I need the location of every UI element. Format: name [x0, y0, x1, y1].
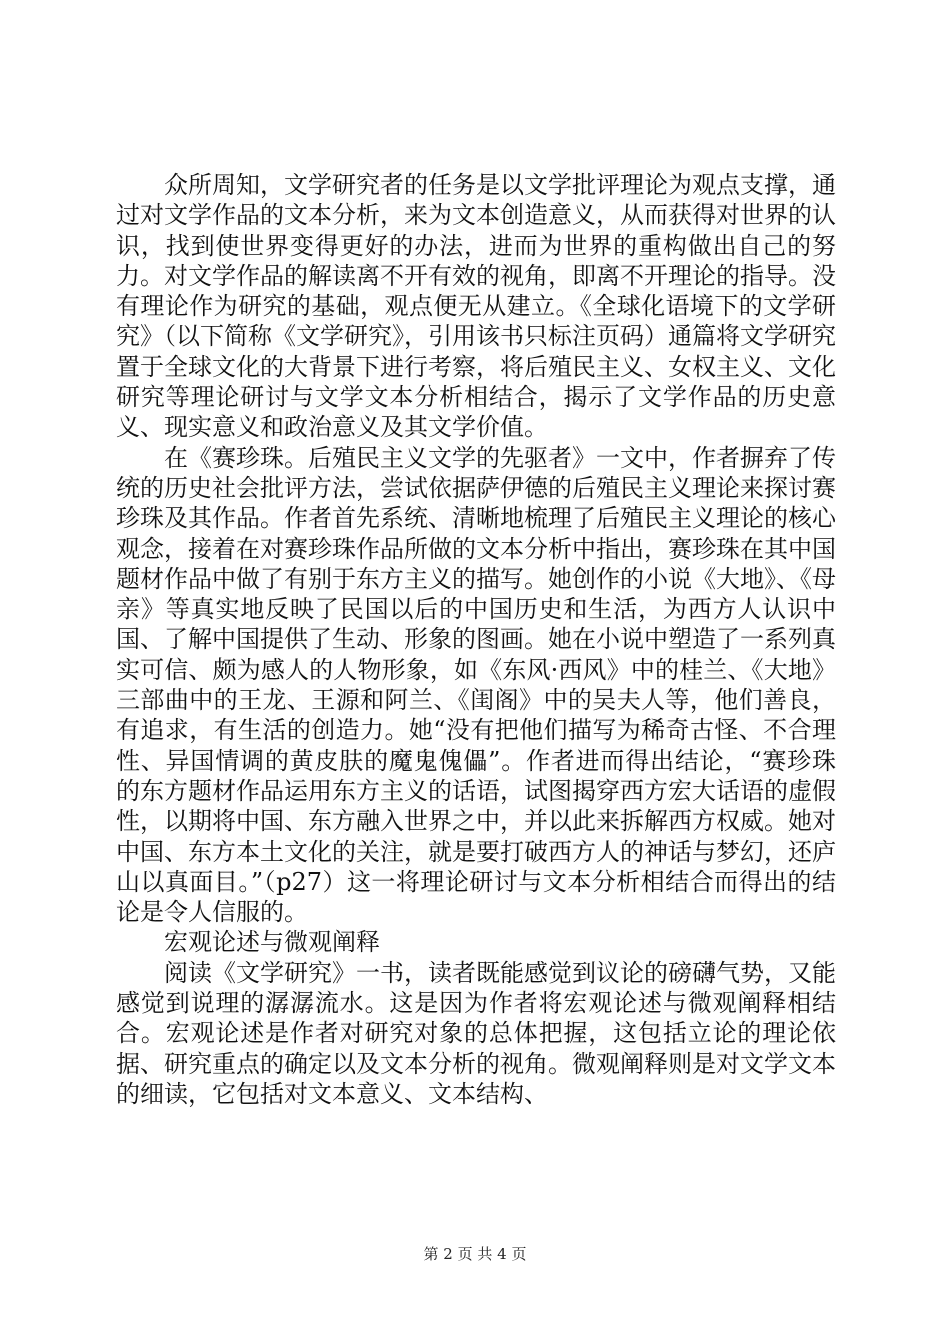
paragraph-1: 众所周知，文学研究者的任务是以文学批评理论为观点支撑，通过对文学作品的文本分析，来为文本创造意义，从而获得对世界的认识，找到使世界变得更好的办法，进而为世界的重构做出自己的努力。对文学作品的解读离不开有效的视角，即离不开理论的指导。没有理论作为研究的基础，观点便无从建立。《全球化语境下的文学研究》（以下简称《文学研究》，引用该书只标注页码）通篇将文学研究置于全球文化的大背景下进行考察，将后殖民主义、女权主义、文化研究等理论研讨与文学文本分析相结合，揭示了文学作品的历史意义、现实意义和政治意义及其文学价值。 — [116, 171, 836, 442]
document-body — [116, 170, 836, 1109]
section-heading: 宏观论述与微观阐释 — [164, 928, 380, 957]
page-footer: 第 2 页 共 4 页 — [423, 1245, 527, 1263]
paragraph-2: 在《赛珍珠。后殖民主义文学的先驱者》一文中，作者摒弃了传统的历史社会批评方法，尝试依据萨伊德的后殖民主义理论来探讨赛珍珠及其作品。作者首先系统、清晰地梳理了后殖民主义理论的核心观念，接着在对赛珍珠作品所做的文本分析中指出，赛珍珠在其中国题材作品中做了有别于东方主义的描写。她创作的小说《大地》、《母亲》等真实地反映了民国以后的中国历史和生活，为西方人认识中国、了解中国提供了生动、形象的图画。她在小说中塑造了一系列真实可信、颇为感人的人物形象，如《东风·西风》中的桂兰、《大地》三部曲中的王龙、王源和阿兰、《闺阁》中的吴夫人等，他们善良，有追求，有生活的创造力。她“没有把他们描写为稀奇古怪、不合理性、异国情调的黄皮肤的魔鬼傀儡”。作者进而得出结论，“赛珍珠的东方题材作品运用东方主义的话语，试图揭穿西方宏大话语的虚假性，以期将中国、东方融入世界之中，并以此来拆解西方权威。她对中国、东方本土文化的关注，就是要打破西方人的神话与梦幻，还庐山以真面目。”（p27）这一将理论研讨与文本分析相结合而得出的结论是令人信服的。 — [116, 443, 836, 927]
paragraph-3: 阅读《文学研究》一书，读者既能感觉到议论的磅礴气势，又能感觉到说理的潺潺流水。这是因为作者将宏观论述与微观阐释相结合。宏观论述是作者对研究对象的总体把握，这包括立论的理论依据、研究重点的确定以及文本分析的视角。微观阐释则是对文学文本的细读，它包括对文本意义、文本结构、 — [116, 958, 836, 1108]
